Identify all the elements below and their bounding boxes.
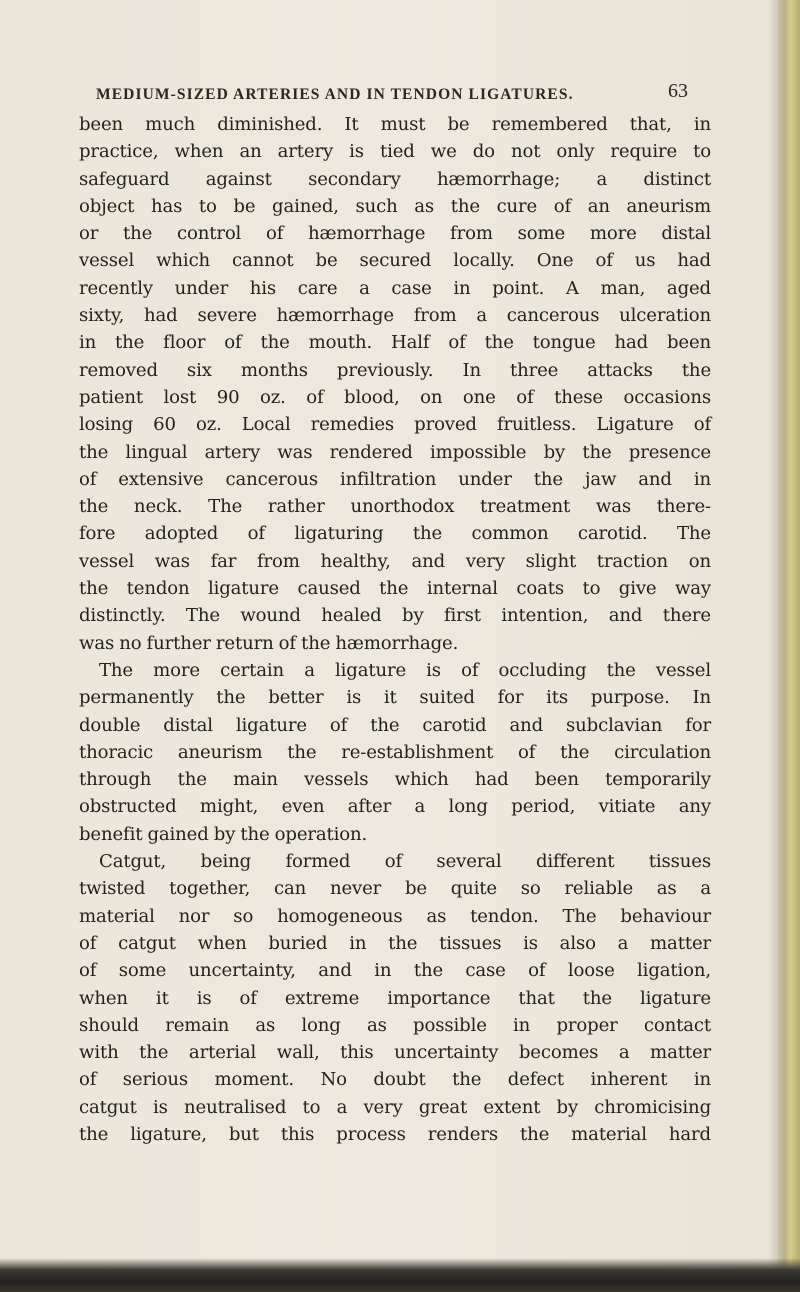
text-line: material nor so homogeneous as tendon. The behaviour [79,905,711,927]
page-fold-shadow [768,0,778,1292]
text-line: been much diminished. It must be remembered that, in [79,114,711,135]
text-line: removed six months previously. In three attacks the [79,359,711,381]
page-bottom-edge [0,1258,800,1292]
text-line: or the control of hæmorrhage from some more distal [79,223,711,245]
text-line: fore adopted of ligaturing the common carotid. The [79,523,711,545]
text-line: sixty, had severe hæmorrhage from a cancerous ulceration [79,305,711,327]
text-line: twisted together, can never be quite so reliable as a [79,878,711,900]
text-line: catgut is neutralised to a very great extent by chromicising [79,1096,711,1118]
paragraph-start: Catgut, being formed of several different tissues [99,851,711,873]
text-line: vessel which cannot be secured locally. One of us had [79,250,711,272]
text-line: distinctly. The wound healed by first intention, and there [79,605,711,627]
paragraph-start: The more certain a ligature is of occluding the vessel [99,659,711,681]
text-line: the tendon ligature caused the internal coats to give way [79,578,711,600]
text-line: was no further return of the hæmorrhage. [79,632,459,654]
text-line: thoracic aneurism the re-establishment of the circulation [79,741,711,763]
text-line: practice, when an artery is tied we do not only require to [79,141,711,163]
text-line: vessel was far from healthy, and very slight traction on [79,550,711,572]
text-line: safeguard against secondary hæmorrhage; a distinct [79,168,711,190]
text-line: of extensive cancerous infiltration under the jaw and in [79,468,711,490]
text-line: of serious moment. No doubt the defect inherent in [79,1069,711,1091]
text-line: in the floor of the mouth. Half of the tongue had been [79,332,711,354]
text-line: the neck. The rather unorthodox treatment was there- [79,496,711,518]
text-line: obstructed might, even after a long period, vitiate any [79,796,711,818]
text-line: of some uncertainty, and in the case of loose ligation, [79,960,711,982]
text-line: double distal ligature of the carotid and subclavian for [79,714,711,736]
text-line: the lingual artery was rendered impossible by the presence [79,441,711,463]
text-line: benefit gained by the operation. [79,823,368,845]
body-text [79,111,711,1148]
text-line: should remain as long as possible in proper contact [79,1014,711,1036]
text-line: recently under his care a case in point. A man, aged [79,277,711,299]
text-line: patient lost 90 oz. of blood, on one of these occasions [79,386,711,408]
text-line: of catgut when buried in the tissues is also a matter [79,932,711,954]
page-right-edge [778,0,800,1292]
text-line: losing 60 oz. Local remedies proved fruitless. Ligature of [79,414,711,436]
text-line: with the arterial wall, this uncertainty becomes a matter [79,1042,711,1064]
text-line: object has to be gained, such as the cure of an aneurism [79,195,711,217]
text-line: when it is of extreme importance that the ligature [79,987,711,1009]
running-head: MEDIUM-SIZED ARTERIES AND IN TENDON LIGATURES. [96,86,574,103]
text-line: through the main vessels which had been temporarily [79,769,711,791]
text-line: the ligature, but this process renders the material hard [79,1123,711,1145]
text-line: permanently the better is it suited for its purpose. In [79,687,711,709]
page-number: 63 [668,80,688,102]
